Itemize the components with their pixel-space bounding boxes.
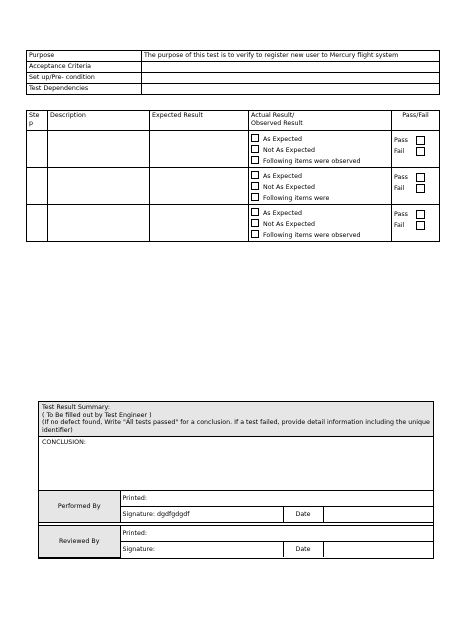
step-cell[interactable] <box>27 168 48 205</box>
as-expected-option[interactable]: As Expected <box>251 134 389 145</box>
conclusion-label: CONCLUSION: <box>42 439 86 447</box>
reviewed-by-label: Reviewed By <box>39 526 120 558</box>
observed-option[interactable]: Following items were observed <box>251 156 389 167</box>
performed-printed-field[interactable]: Printed: <box>120 491 433 507</box>
checkbox-icon[interactable] <box>251 156 259 164</box>
performed-by-label: Performed By <box>39 491 120 523</box>
actual-cell <box>249 205 392 242</box>
checkbox-icon[interactable] <box>416 147 425 156</box>
description-cell[interactable] <box>48 131 150 168</box>
table-row <box>27 168 440 205</box>
test-result-summary <box>38 401 434 559</box>
performed-date-label: Date <box>283 507 323 523</box>
conclusion-field[interactable] <box>39 437 433 491</box>
pass-option[interactable]: Pass <box>394 135 437 146</box>
reviewed-date-field[interactable] <box>323 542 433 558</box>
col-expected: Expected Result <box>150 111 249 131</box>
passfail-cell <box>392 205 440 242</box>
summary-title: Test Result Summary: <box>42 404 110 411</box>
observed-option[interactable]: Following items were observed <box>251 230 389 241</box>
summary-header <box>39 402 433 437</box>
pass-option[interactable]: Pass <box>394 172 437 183</box>
acceptance-label: Acceptance Criteria <box>27 62 142 73</box>
purpose-value[interactable]: The purpose of this test is to verify to register new user to Mercury flight system <box>142 51 440 62</box>
description-cell[interactable] <box>48 168 150 205</box>
purpose-label: Purpose <box>27 51 142 62</box>
not-as-expected-option[interactable]: Not As Expected <box>251 145 389 156</box>
purpose-row <box>27 51 440 62</box>
performed-date-field[interactable] <box>323 507 433 523</box>
description-cell[interactable] <box>48 205 150 242</box>
fail-option[interactable]: Fail <box>394 220 437 231</box>
checkbox-icon[interactable] <box>416 210 425 219</box>
dependencies-label: Test Dependencies <box>27 84 142 95</box>
col-actual: Actual Result/ Observed Result <box>249 111 392 131</box>
checkbox-icon[interactable] <box>416 221 425 230</box>
not-as-expected-option[interactable]: Not As Expected <box>251 182 389 193</box>
checkbox-icon[interactable] <box>416 136 425 145</box>
fail-option[interactable]: Fail <box>394 146 437 157</box>
step-cell[interactable] <box>27 205 48 242</box>
checkbox-icon[interactable] <box>416 184 425 193</box>
signoff-table <box>39 491 433 558</box>
step-cell[interactable] <box>27 131 48 168</box>
reviewed-date-label: Date <box>283 542 323 558</box>
summary-note: (If no defect found, Write "All tests passed" for a conclusion. If a test failed, provide detail information including the unique identifier) <box>42 419 430 434</box>
expected-cell[interactable] <box>150 131 249 168</box>
checkbox-icon[interactable] <box>251 145 259 153</box>
table-row <box>27 131 440 168</box>
actual-cell <box>249 131 392 168</box>
reviewed-printed-field[interactable]: Printed: <box>120 526 433 542</box>
checkbox-icon[interactable] <box>251 171 259 179</box>
not-as-expected-option[interactable]: Not As Expected <box>251 219 389 230</box>
checkbox-icon[interactable] <box>251 230 259 238</box>
test-info-table <box>26 50 440 95</box>
checkbox-icon[interactable] <box>251 182 259 190</box>
test-steps-table <box>26 110 440 242</box>
observed-option[interactable]: Following items were <box>251 193 389 204</box>
pass-option[interactable]: Pass <box>394 209 437 220</box>
fail-option[interactable]: Fail <box>394 183 437 194</box>
setup-value[interactable] <box>142 73 440 84</box>
performed-signature-field[interactable]: Signature: dgdfgdgdf <box>120 507 283 523</box>
table-row <box>27 205 440 242</box>
performed-printed-row <box>39 491 433 507</box>
actual-cell <box>249 168 392 205</box>
checkbox-icon[interactable] <box>251 219 259 227</box>
as-expected-option[interactable]: As Expected <box>251 208 389 219</box>
reviewed-signature-field[interactable]: Signature: <box>120 542 283 558</box>
expected-cell[interactable] <box>150 168 249 205</box>
col-description: Description <box>48 111 150 131</box>
col-step: Ste p <box>27 111 48 131</box>
setup-row <box>27 73 440 84</box>
checkbox-icon[interactable] <box>416 173 425 182</box>
passfail-cell <box>392 131 440 168</box>
summary-instructions: ( To Be filled out by Test Engineer ) <box>42 411 152 419</box>
checkbox-icon[interactable] <box>251 134 259 142</box>
setup-label: Set up/Pre- condition <box>27 73 142 84</box>
checkbox-icon[interactable] <box>251 208 259 216</box>
dependencies-row <box>27 84 440 95</box>
acceptance-row <box>27 62 440 73</box>
reviewed-printed-row <box>39 526 433 542</box>
as-expected-option[interactable]: As Expected <box>251 171 389 182</box>
checkbox-icon[interactable] <box>251 193 259 201</box>
acceptance-value[interactable] <box>142 62 440 73</box>
dependencies-value[interactable] <box>142 84 440 95</box>
expected-cell[interactable] <box>150 205 249 242</box>
col-passfail: Pass/Fail <box>392 111 440 131</box>
passfail-cell <box>392 168 440 205</box>
steps-header-row <box>27 111 440 131</box>
